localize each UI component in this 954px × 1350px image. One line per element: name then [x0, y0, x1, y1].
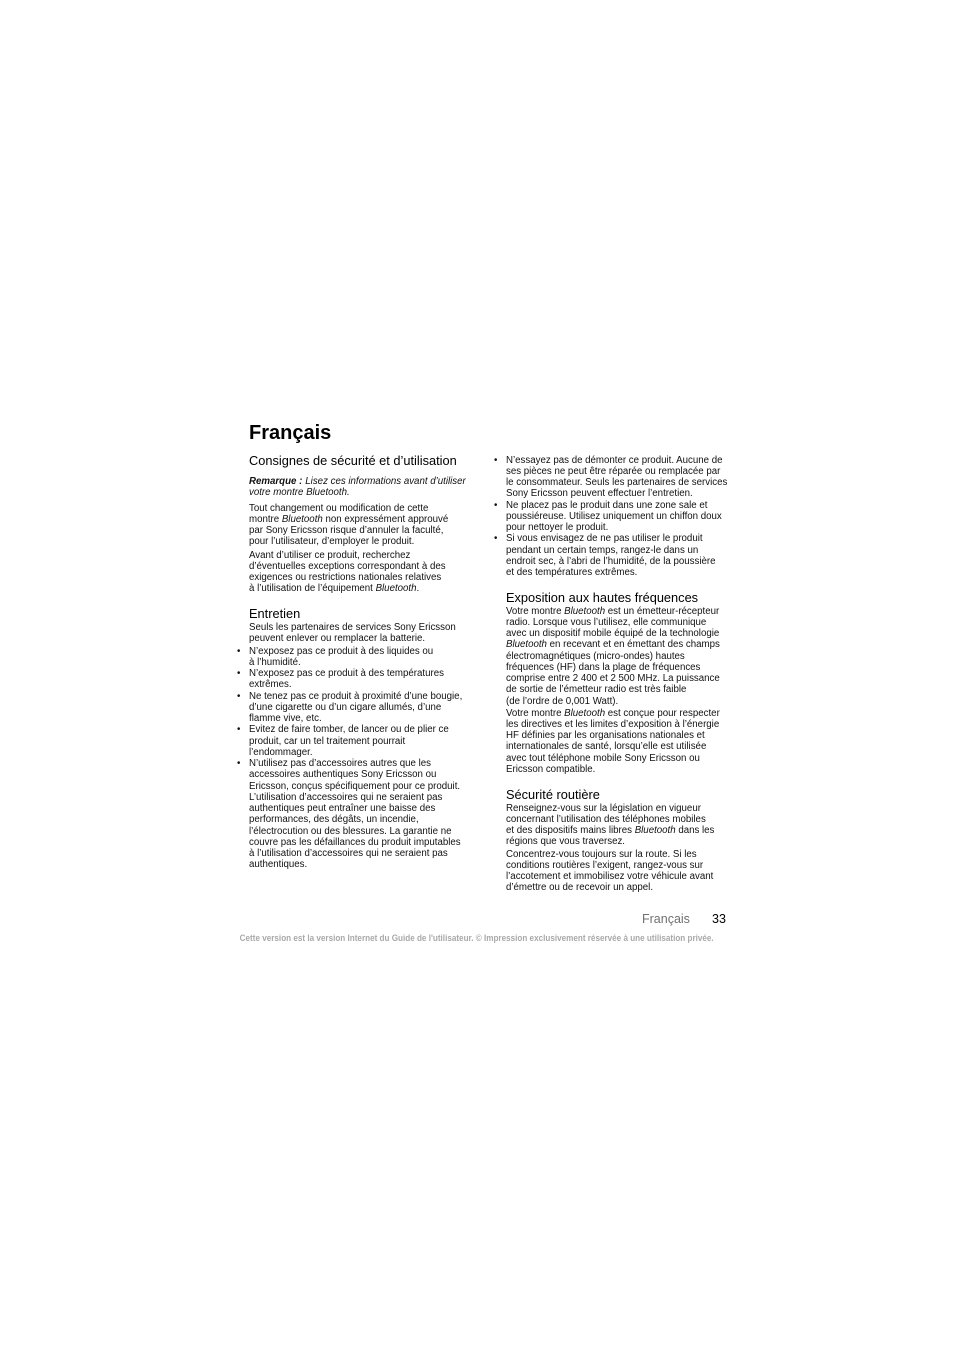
bullet-item: [506, 533, 727, 578]
text-line: Concentrez-vous toujours sur la route. Si les: [506, 848, 697, 860]
text-line: avec tout téléphone mobile Sony Ericsson ou: [506, 752, 700, 764]
text-line: Ericsson compatible.: [506, 763, 596, 775]
page-number: 33: [712, 912, 726, 926]
text-line: ses pièces ne peut être réparée ou remplacée par: [506, 465, 721, 477]
text-line: exigences ou restrictions nationales relatives: [249, 572, 442, 584]
text-line: de sortie de l’émetteur radio est très faible: [506, 684, 687, 696]
text-line: couvre pas les défaillances du produit imputables: [249, 836, 461, 848]
text-run: à l’utilisation de l’équipement: [249, 583, 376, 595]
text-line: • N’exposez pas ce produit à des températures: [249, 668, 444, 680]
text-line: pour l’utilisateur, d’employer le produit.: [249, 536, 415, 548]
text-line: • N’essayez pas de démonter ce produit. Aucune de: [506, 454, 723, 466]
text-line: l’endommager.: [249, 746, 313, 758]
bullet-item: [249, 646, 462, 669]
text-line: internationales de santé, lorsqu’elle est utilisée: [506, 741, 707, 753]
text-line: accessoires authentiques Sony Ericsson ou: [249, 769, 437, 781]
text-line: et des températures extrêmes.: [506, 567, 638, 579]
note: [249, 476, 466, 499]
text-line: d’une cigarette ou d’un cigare allumés, d’une: [249, 701, 442, 713]
text-run: est conçue pour respecter: [605, 707, 720, 719]
section-heading-road-safety: Sécurité routière: [506, 787, 600, 803]
text-line: pendant un certain temps, rangez-le dans un: [506, 544, 699, 556]
text-run: .: [416, 583, 420, 595]
text-run: non expressément approuvé: [322, 513, 449, 525]
text-run: en recevant et en émettant des champs: [546, 639, 720, 651]
text-line: à l’humidité.: [249, 656, 301, 668]
emphasis-text: Bluetooth: [281, 513, 323, 525]
paragraph: [249, 550, 446, 595]
footer-section-name: Français: [642, 912, 690, 926]
text-line: authentiques.: [249, 859, 308, 871]
watermark-notice: [0, 932, 954, 943]
text-line: • Ne placez pas le produit dans une zone sale et: [506, 499, 708, 511]
text-line: concernant l’utilisation des téléphones mobiles: [506, 813, 706, 825]
bullet-list: [249, 646, 462, 871]
text-line: produit, car un tel traitement pourrait: [249, 735, 406, 747]
paragraph: [506, 803, 714, 848]
emphasis-text: Bluetooth: [564, 707, 606, 719]
text-line: comprise entre 2 400 et 2 500 MHz. La puissance: [506, 673, 720, 685]
text-line: [506, 708, 720, 719]
text-line: endroit sec, à l’abri de l’humidité, de la poussière: [506, 555, 716, 567]
text-line: le consommateur. Seuls les partenaires de services: [506, 477, 728, 489]
note-line: [249, 487, 466, 498]
text-line: par Sony Ericsson risque d’annuler la faculté,: [249, 525, 444, 537]
text-line: [249, 514, 448, 525]
text-line: extrêmes.: [249, 679, 292, 691]
text-line: d’éventuelles exceptions correspondant à des: [249, 560, 446, 572]
text-run: est un émetteur-récepteur: [605, 605, 720, 617]
text-line: les directives et les limites d’exposition à l’énergie: [506, 718, 720, 730]
note-line: [249, 476, 466, 487]
paragraph: [249, 622, 456, 645]
text-line: à l’utilisation d’accessoires qui ne seraient pas: [249, 848, 448, 860]
text-line: Sony Ericsson peuvent effectuer l’entretien.: [506, 488, 693, 500]
bullet-item: [249, 758, 462, 871]
text-line: régions que vous traversez.: [506, 836, 626, 848]
paragraph: [506, 708, 720, 776]
text-line: L’utilisation d’accessoires qui ne seraient pas: [249, 791, 443, 803]
text-line: • Si vous envisagez de ne pas utiliser le produit: [506, 533, 703, 545]
bullet-list: [506, 455, 727, 579]
bullet-item: [249, 668, 462, 691]
text-line: flamme vive, etc.: [249, 713, 322, 725]
text-line: électromagnétiques (micro-ondes) hautes: [506, 650, 685, 662]
text-line: HF définies par les organisations nationales et: [506, 730, 705, 742]
text-line: Ericsson, conçus spécifiquement pour ce produit.: [249, 780, 461, 792]
right-column: [506, 0, 731, 900]
section-heading-maintenance: Entretien: [249, 606, 301, 622]
emphasis-text: Bluetooth: [634, 825, 676, 837]
text-run: et des dispositifs mains libres: [506, 825, 635, 837]
text-line: authentiques peut entraîner une baisse des: [249, 803, 436, 815]
bullet-item: [249, 724, 462, 758]
emphasis-text: Bluetooth: [506, 639, 547, 651]
text-line: • N’exposez pas ce produit à des liquides ou: [249, 645, 434, 657]
paragraph: [249, 503, 448, 548]
text-line: [506, 639, 720, 650]
text-line: l’électrocution ou des blessures. La garantie ne: [249, 825, 452, 837]
left-column: [249, 0, 474, 900]
text-line: poussiéreuse. Utilisez uniquement un chiffon doux: [506, 510, 722, 522]
text-line: Tout changement ou modification de cette: [249, 502, 429, 514]
note-label: Remarque :: [249, 475, 303, 487]
watermark-notice-text: Cette version est la version Internet du Guide de l'utilisateur. © Impression exclusivement réservée à une utilisation privée.: [240, 932, 714, 943]
text-line: [506, 825, 714, 836]
note-text: votre montre Bluetooth.: [249, 486, 350, 498]
text-line: conditions routières l’exigent, rangez-vous sur: [506, 859, 704, 871]
paragraph: [506, 849, 713, 894]
text-line: [249, 583, 446, 594]
text-line: avec un dispositif mobile équipé de la technologie: [506, 628, 720, 640]
text-line: • N’utilisez pas d’accessoires autres que les: [249, 758, 431, 770]
page-title: Français: [249, 422, 332, 444]
section-heading-rf-exposure: Exposition aux hautes fréquences: [506, 590, 699, 606]
text-line: d’émettre ou de recevoir un appel.: [506, 882, 654, 894]
emphasis-text: Bluetooth: [564, 605, 606, 617]
text-line: fréquences (HF) dans la plage de fréquences: [506, 661, 701, 673]
paragraph: [506, 606, 720, 707]
text-line: pour nettoyer le produit.: [506, 522, 609, 534]
text-line: Seuls les partenaires de services Sony Ericsson: [249, 621, 456, 633]
text-line: l’accotement et immobilisez votre véhicule avant: [506, 871, 714, 883]
bullet-item: [506, 455, 727, 500]
text-run: montre: [249, 513, 282, 525]
text-line: • Evitez de faire tomber, de lancer ou de plier ce: [249, 724, 449, 736]
text-line: (de l’ordre de 0,001 Watt).: [506, 695, 619, 707]
text-line: • Ne tenez pas ce produit à proximité d’une bougie,: [249, 690, 463, 702]
text-line: performances, des dégâts, un incendie,: [249, 814, 419, 826]
bullet-item: [249, 691, 462, 725]
emphasis-text: Bluetooth: [375, 583, 417, 595]
text-run: Votre montre: [506, 707, 565, 719]
text-line: peuvent enlever ou remplacer la batterie.: [249, 632, 426, 644]
text-line: [506, 606, 720, 617]
text-line: radio. Lorsque vous l’utilisez, elle communique: [506, 616, 707, 628]
text-run: dans les: [675, 825, 715, 837]
text-line: Renseignez-vous sur la législation en vigueur: [506, 802, 701, 814]
text-line: Avant d’utiliser ce produit, recherchez: [249, 549, 411, 561]
section-heading-safety: Consignes de sécurité et d’utilisation: [249, 453, 457, 469]
bullet-item: [506, 500, 727, 534]
note-text: Lisez ces informations avant d’utiliser: [305, 475, 466, 487]
text-run: Votre montre: [506, 605, 565, 617]
